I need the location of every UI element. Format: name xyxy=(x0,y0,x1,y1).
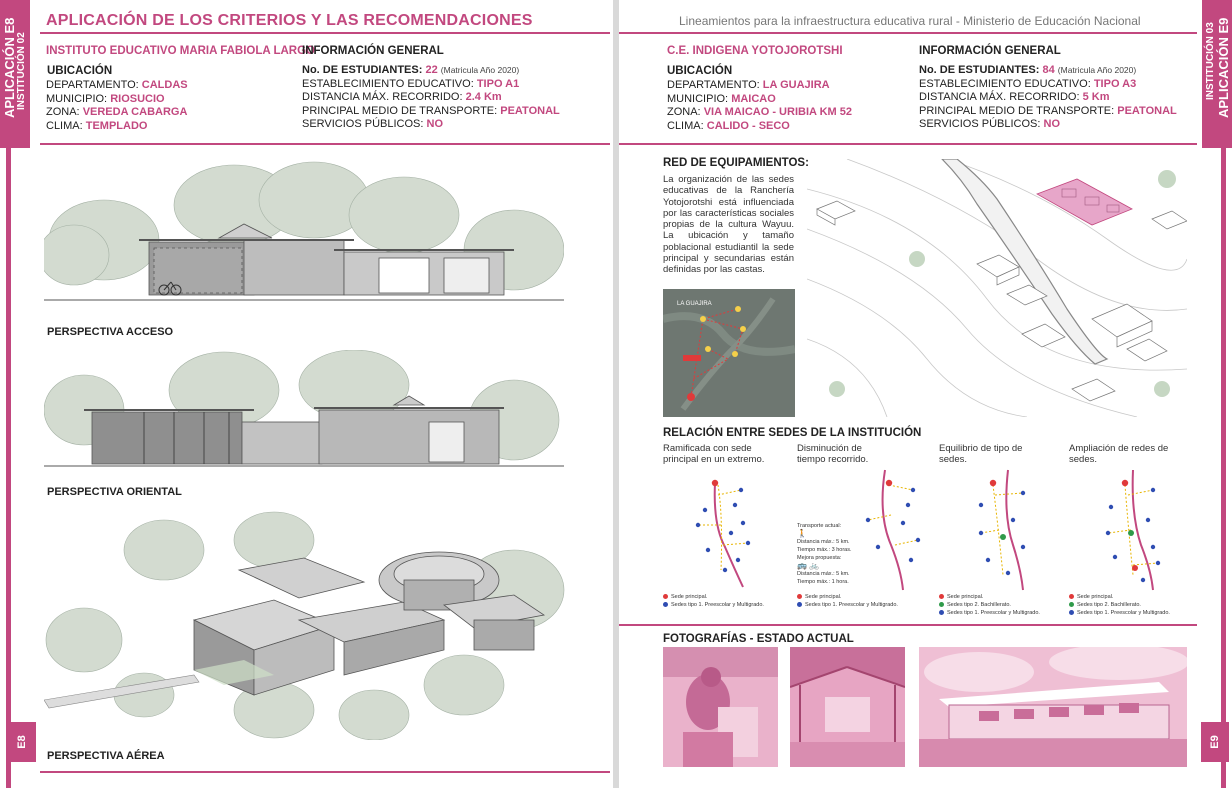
info-row: SERVICIOS PÚBLICOS: NO xyxy=(919,118,1061,130)
right-tab-line2: APLICACIÓN E9 xyxy=(1216,17,1231,118)
legend-1 xyxy=(663,593,764,609)
legend-item: Sede principal. xyxy=(663,593,764,601)
left-side-tab xyxy=(0,0,30,148)
red-dot-icon xyxy=(797,594,802,599)
left-side-rule xyxy=(6,148,11,788)
red-dot-icon xyxy=(939,594,944,599)
legend-item: Sede principal. xyxy=(1069,593,1170,601)
legend-item: Sedes tipo 2. Bachillerato. xyxy=(1069,601,1170,609)
perspectiva-oriental-drawing xyxy=(44,350,564,475)
legend-4 xyxy=(1069,593,1170,617)
footer-rule xyxy=(40,771,610,773)
legend-item: Sede principal. xyxy=(797,593,898,601)
red-dot-icon xyxy=(663,594,668,599)
right-header-bottom-rule xyxy=(619,143,1197,145)
transport-note-line: Tiempo máx.: 3 horas. xyxy=(797,547,852,553)
right-page xyxy=(619,0,1232,788)
right-info-list xyxy=(919,64,1177,132)
ubicacion-row: ZONA: VIA MAICAO - URIBIA KM 52 xyxy=(667,106,852,118)
photo-classroom xyxy=(790,647,905,767)
caption-perspectiva-acceso: PERSPECTIVA ACCESO xyxy=(47,326,174,338)
fotos-heading: FOTOGRAFÍAS - ESTADO ACTUAL xyxy=(663,633,854,645)
blue-dot-icon xyxy=(939,610,944,615)
red-equipamientos-text: La organización de las sedes educativas de la Ranchería Yotojorotshi está influenciada por las características sociales propias de la cultura Wayuu. La ubicación y tamaño poblacional estudiantil la sede principal y secundarias están definidas por las castas. xyxy=(663,174,794,276)
fotos-top-rule xyxy=(619,624,1197,626)
document-subtitle: Lineamientos para la infraestructura educativa rural - Ministerio de Educación Nacional xyxy=(679,14,1141,28)
right-side-tab xyxy=(1202,0,1232,148)
ubicacion-heading: UBICACIÓN xyxy=(47,65,113,77)
ubicacion-list xyxy=(46,79,188,133)
photo-student xyxy=(663,647,778,767)
green-dot-icon xyxy=(1069,602,1074,607)
left-tab-line1: APLICACIÓN E8 xyxy=(2,17,17,118)
right-info-heading: INFORMACIÓN GENERAL xyxy=(919,45,1061,57)
right-institution-name: C.E. INDIGENA YOTOJOROTSHI xyxy=(667,45,843,57)
bus-bike-icon: 🚌 🚲 xyxy=(797,561,820,570)
ubicacion-row: MUNICIPIO: RIOSUCIO xyxy=(46,92,165,105)
institution-name: INSTITUTO EDUCATIVO MARIA FABIOLA LARGO xyxy=(46,45,315,57)
red-equipamientos-heading: RED DE EQUIPAMIENTOS: xyxy=(663,157,809,169)
transport-note xyxy=(797,522,857,586)
blue-dot-icon xyxy=(797,602,802,607)
info-heading: INFORMACIÓN GENERAL xyxy=(302,45,444,57)
caption-perspectiva-oriental: PERSPECTIVA ORIENTAL xyxy=(47,486,182,498)
info-row: PRINCIPAL MEDIO DE TRANSPORTE: PEATONAL xyxy=(919,104,1177,117)
relacion-heading: RELACIÓN ENTRE SEDES DE LA INSTITUCIÓN xyxy=(663,427,922,439)
perspectiva-acceso-drawing xyxy=(44,160,564,310)
header-bottom-rule xyxy=(40,143,610,145)
green-dot-icon xyxy=(939,602,944,607)
info-row: SERVICIOS PÚBLICOS: NO xyxy=(302,118,444,130)
right-title-rule xyxy=(619,32,1197,34)
relacion-diagrams xyxy=(663,465,1183,595)
ubicacion-row: DEPARTAMENTO: CALDAS xyxy=(46,79,188,91)
legend-item: Sedes tipo 1. Preescolar y Multigrado. xyxy=(797,601,898,609)
red-dot-icon xyxy=(1069,594,1074,599)
legend-3 xyxy=(939,593,1040,617)
relacion-label-1: Ramificada con sede principal en un extremo. xyxy=(663,443,765,465)
info-row: ESTABLECIMIENTO EDUCATIVO: TIPO A1 xyxy=(302,77,520,90)
photo-building xyxy=(919,647,1187,767)
info-row: PRINCIPAL MEDIO DE TRANSPORTE: PEATONAL xyxy=(302,104,560,117)
right-side-rule xyxy=(1221,148,1226,788)
settlement-axonometric xyxy=(807,159,1187,417)
legend-2 xyxy=(797,593,898,609)
legend-item: Sedes tipo 1. Preescolar y Multigrado. xyxy=(1069,609,1170,617)
left-page-badge: E8 xyxy=(8,722,36,762)
relacion-label-4: Ampliación de redes de sedes. xyxy=(1069,443,1169,465)
students-row: No. DE ESTUDIANTES: 22 (Matricula Año 2020) xyxy=(302,64,520,76)
legend-item: Sedes tipo 1. Preescolar y Multigrado. xyxy=(663,601,764,609)
legend-item: Sede principal. xyxy=(939,593,1040,601)
info-list xyxy=(302,64,560,132)
page-title: APLICACIÓN DE LOS CRITERIOS Y LAS RECOMENDACIONES xyxy=(46,12,533,29)
legend-item: Sedes tipo 2. Bachillerato. xyxy=(939,601,1040,609)
relacion-label-3: Equilibrio de tipo de sedes. xyxy=(939,443,1023,465)
transport-note-line: Distancia máx.: 5 km. xyxy=(797,571,850,577)
students-row: No. DE ESTUDIANTES: 84 (Matricula Año 2020) xyxy=(919,64,1137,76)
diagram-disminucion xyxy=(866,470,920,590)
map-label: LA GUAJIRA xyxy=(677,301,712,307)
legend-item: Sedes tipo 1. Preescolar y Multigrado. xyxy=(939,609,1040,617)
diagram-ampliacion xyxy=(1106,470,1160,590)
ubicacion-row: CLIMA: TEMPLADO xyxy=(46,119,148,132)
left-tab-line2: INSTITUCIÓN 02 xyxy=(16,32,27,110)
perspectiva-aerea-drawing xyxy=(44,510,574,740)
info-row: DISTANCIA MÁX. RECORRIDO: 5 Km xyxy=(919,91,1110,103)
diagram-ramificada xyxy=(696,480,750,587)
caption-perspectiva-aerea: PERSPECTIVA AÉREA xyxy=(47,750,165,762)
walk-icon: 🚶 xyxy=(797,529,807,538)
transport-note-line: Transporte actual: xyxy=(797,523,842,529)
right-tab-line1: INSTITUCIÓN 03 xyxy=(1205,22,1216,100)
transport-note-line: Mejora propuesta: xyxy=(797,555,842,561)
right-ubicacion-list xyxy=(667,79,852,133)
ubicacion-row: MUNICIPIO: MAICAO xyxy=(667,92,776,105)
blue-dot-icon xyxy=(1069,610,1074,615)
relacion-label-2: Disminución de tiempo recorrido. xyxy=(797,443,869,465)
ubicacion-row: ZONA: VEREDA CABARGA xyxy=(46,106,188,118)
transport-note-line: Tiempo máx.: 1 hora. xyxy=(797,579,849,585)
diagram-equilibrio xyxy=(979,470,1025,590)
ubicacion-row: DEPARTAMENTO: LA GUAJIRA xyxy=(667,79,830,91)
transport-note-line: Distancia máx.: 5 km. xyxy=(797,539,850,545)
blue-dot-icon xyxy=(663,602,668,607)
info-row: DISTANCIA MÁX. RECORRIDO: 2.4 Km xyxy=(302,91,502,103)
title-rule xyxy=(40,32,610,34)
right-page-badge: E9 xyxy=(1201,722,1229,762)
ubicacion-row: CLIMA: CALIDO - SECO xyxy=(667,119,790,132)
info-row: ESTABLECIMIENTO EDUCATIVO: TIPO A3 xyxy=(919,77,1137,90)
left-page xyxy=(0,0,613,788)
right-ubicacion-heading: UBICACIÓN xyxy=(667,65,733,77)
location-map xyxy=(663,289,795,417)
